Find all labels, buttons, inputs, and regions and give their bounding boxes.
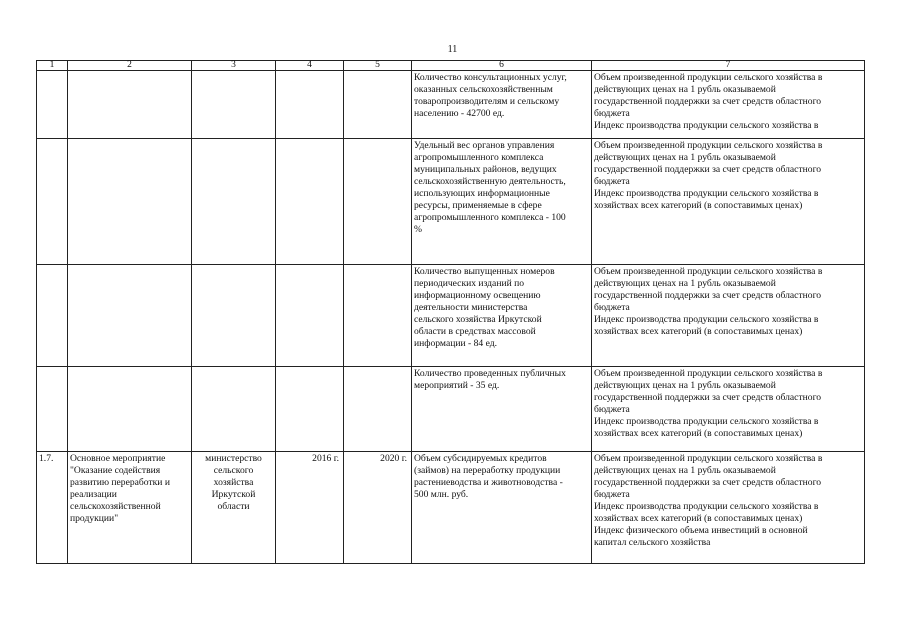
header-cell-3: 3 — [192, 61, 276, 71]
indicator-line: бюджета — [594, 302, 630, 313]
program-table — [36, 60, 865, 564]
measure-name-cell — [68, 265, 192, 367]
table-row — [37, 71, 865, 139]
start-year-cell: 2016 г. — [276, 452, 344, 564]
indicator-cell: Объем субсидируемых кредитов (займов) на переработку продукции растениеводства и животноводства - 500 млн. руб. — [412, 452, 592, 564]
indicator-line: действующих ценах на 1 рубль оказываемой — [594, 278, 776, 289]
indicator-line: Индекс производства продукции сельского хозяйства в — [594, 120, 819, 131]
end-year-cell — [344, 71, 412, 139]
header-cell-2: 2 — [68, 61, 192, 71]
table-row — [37, 265, 865, 367]
indicator-line: бюджета — [594, 404, 630, 415]
executor-cell — [192, 265, 276, 367]
executor-cell — [192, 367, 276, 452]
executor-cell: министерство сельского хозяйства Иркутской области — [192, 452, 276, 564]
executor-cell — [192, 71, 276, 139]
start-year-cell — [276, 265, 344, 367]
start-year-cell — [276, 367, 344, 452]
end-year-cell — [344, 139, 412, 265]
indicator-line: Объем произведенной продукции сельского хозяйства в — [594, 453, 823, 464]
indicator-line: Индекс производства продукции сельского хозяйства в — [594, 314, 819, 325]
measure-name-cell: Основное мероприятие "Оказание содействия развитию переработки и реализации сельскохозяйственной продукции" — [68, 452, 192, 564]
indicator-line: Индекс производства продукции сельского хозяйства в — [594, 416, 819, 427]
indicator-cell: Количество выпущенных номеров периодических изданий по информационному освещению деятельности министерства сельского хозяйства Иркутской области в средствах массовой информации - 84 ед. — [412, 265, 592, 367]
header-cell-4: 4 — [276, 61, 344, 71]
indicator-line: Индекс производства продукции сельского хозяйства в — [594, 501, 819, 512]
indicator-line: Объем произведенной продукции сельского хозяйства в — [594, 72, 823, 83]
start-year-cell — [276, 71, 344, 139]
indicator-line: государственной поддержки за счет средств областного — [594, 164, 822, 175]
indicator-line: бюджета — [594, 489, 630, 500]
row-number-cell: 1.7. — [37, 452, 68, 564]
program-indicators-cell — [592, 71, 865, 139]
page-number: 11 — [447, 44, 458, 55]
program-indicators-cell — [592, 367, 865, 452]
indicator-line: Объем произведенной продукции сельского хозяйства в — [594, 266, 823, 277]
indicator-line: государственной поддержки за счет средств областного — [594, 392, 822, 403]
executor-cell — [192, 139, 276, 265]
indicator-line: хозяйствах всех категорий (в сопоставимых ценах) — [594, 326, 803, 337]
indicator-line: Объем произведенной продукции сельского хозяйства в — [594, 140, 823, 151]
header-cell-1: 1 — [37, 61, 68, 71]
indicator-cell: Количество консультационных услуг, оказанных сельскохозяйственным товаропроизводителям и сельскому населению - 42700 ед. — [412, 71, 592, 139]
program-indicators-cell — [592, 265, 865, 367]
header-row — [37, 61, 865, 71]
indicator-cell: Количество проведенных публичных мероприятий - 35 ед. — [412, 367, 592, 452]
table-row — [37, 452, 865, 564]
row-number-cell — [37, 265, 68, 367]
header-cell-5: 5 — [344, 61, 412, 71]
indicator-line: Объем произведенной продукции сельского хозяйства в — [594, 368, 823, 379]
indicator-line: действующих ценах на 1 рубль оказываемой — [594, 84, 776, 95]
indicator-line: действующих ценах на 1 рубль оказываемой — [594, 152, 776, 163]
indicator-line: хозяйствах всех категорий (в сопоставимых ценах) — [594, 428, 803, 439]
indicator-line: бюджета — [594, 108, 630, 119]
indicator-line: государственной поддержки за счет средств областного — [594, 477, 822, 488]
program-indicators-cell — [592, 452, 865, 564]
row-number-cell — [37, 139, 68, 265]
end-year-cell: 2020 г. — [344, 452, 412, 564]
row-number-cell — [37, 367, 68, 452]
indicator-line: хозяйствах всех категорий (в сопоставимых ценах) — [594, 513, 803, 524]
indicator-line: действующих ценах на 1 рубль оказываемой — [594, 465, 776, 476]
table-row — [37, 139, 865, 265]
program-indicators-cell — [592, 139, 865, 265]
start-year-cell — [276, 139, 344, 265]
indicator-line: бюджета — [594, 176, 630, 187]
header-cell-7: 7 — [592, 61, 865, 71]
indicator-line: капитал сельского хозяйства — [594, 537, 711, 548]
measure-name-cell — [68, 139, 192, 265]
measure-name-cell — [68, 71, 192, 139]
indicator-cell: Удельный вес органов управления агропромышленного комплекса муниципальных районов, ведущих сельскохозяйственную деятельность, использующих информационные ресурсы, применяемые в сфере агропромышленного комплекса - 100 % — [412, 139, 592, 265]
end-year-cell — [344, 265, 412, 367]
indicator-line: государственной поддержки за счет средств областного — [594, 290, 822, 301]
end-year-cell — [344, 367, 412, 452]
indicator-line: Индекс физического объема инвестиций в основной — [594, 525, 808, 536]
table-row — [37, 367, 865, 452]
indicator-line: Индекс производства продукции сельского хозяйства в — [594, 188, 819, 199]
measure-name-cell — [68, 367, 192, 452]
header-cell-6: 6 — [412, 61, 592, 71]
indicator-line: государственной поддержки за счет средств областного — [594, 96, 822, 107]
indicator-line: хозяйствах всех категорий (в сопоставимых ценах) — [594, 200, 803, 211]
row-number-cell — [37, 71, 68, 139]
indicator-line: действующих ценах на 1 рубль оказываемой — [594, 380, 776, 391]
